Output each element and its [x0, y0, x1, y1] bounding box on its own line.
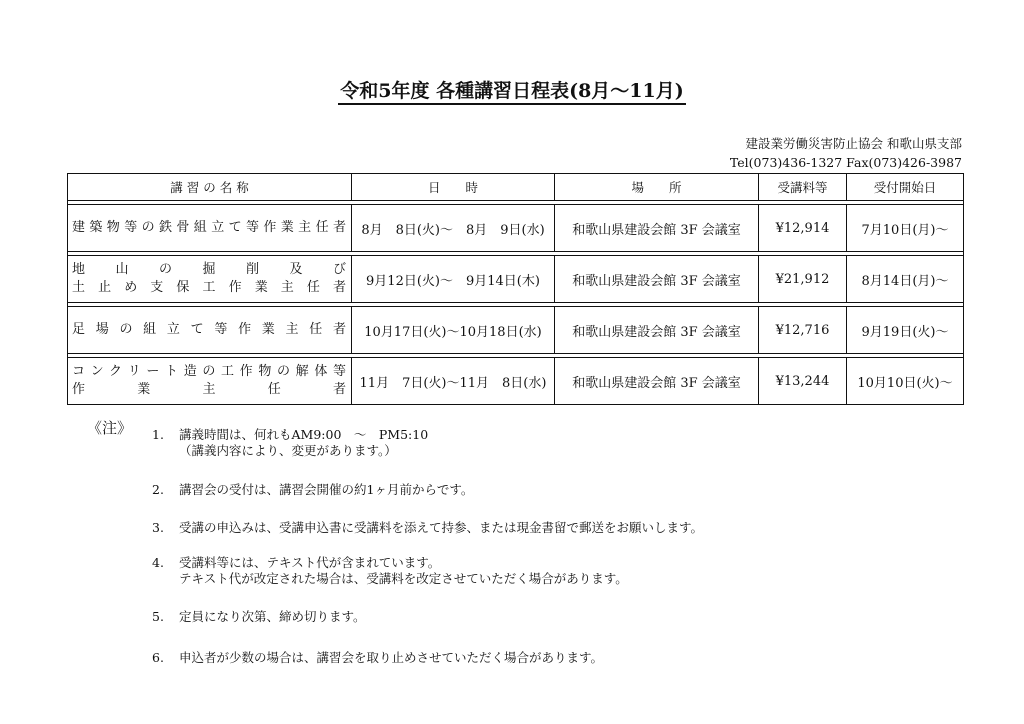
course-name: コンクリート造の工作物の解体等 作 業 主 任 者	[68, 358, 352, 405]
course-start: 10月10日(火)～	[847, 358, 964, 405]
course-place: 和歌山県建設会館 3F 会議室	[555, 307, 759, 354]
organization-contact: Tel(073)436-1327 Fax(073)426-3987	[729, 155, 962, 170]
note-item	[152, 520, 703, 536]
note-text: 定員になり次第、締め切ります。	[179, 609, 366, 624]
course-start: 7月10日(月)～	[847, 205, 964, 252]
course-place: 和歌山県建設会館 3F 会議室	[555, 205, 759, 252]
note-text: 講義時間は、何れもAM9:00 ～ PM5:10 （講義内容により、変更があります。）	[179, 427, 429, 458]
organization-block	[730, 134, 962, 172]
course-fee: ¥12,914	[759, 205, 847, 252]
course-fee: ¥13,244	[759, 358, 847, 405]
course-fee: ¥12,716	[759, 307, 847, 354]
note-text: 申込者が少数の場合は、講習会を取り止めさせていただく場合があります。	[179, 650, 604, 665]
note-number: 5.	[152, 609, 164, 624]
course-start: 8月14日(月)～	[847, 256, 964, 303]
header-fee: 受講料等	[759, 174, 847, 201]
course-start: 9月19日(火)～	[847, 307, 964, 354]
note-item	[152, 482, 473, 498]
table-row	[68, 358, 964, 405]
table-row	[68, 307, 964, 354]
note-number: 2.	[152, 482, 164, 497]
table-row	[68, 256, 964, 303]
course-date: 9月12日(火)～ 9月14日(木)	[352, 256, 555, 303]
header-date: 日 時	[352, 174, 555, 201]
schedule-table	[67, 173, 964, 405]
course-name: 足 場 の 組 立 て 等 作 業 主 任 者	[68, 307, 352, 354]
course-place: 和歌山県建設会館 3F 会議室	[555, 256, 759, 303]
course-name: 地 山 の 掘 削 及 び 土 止 め 支 保 工 作 業 主 任 者	[68, 256, 352, 303]
note-item	[152, 650, 603, 666]
course-name: 建築物等の鉄骨組立て等作業主任者	[68, 205, 352, 252]
note-text: 受講の申込みは、受講申込書に受講料を添えて持参、または現金書留で郵送をお願いします。	[179, 520, 704, 535]
note-item	[152, 427, 428, 459]
organization-name: 建設業労働災害防止協会 和歌山県支部	[745, 136, 962, 151]
table-header-row	[68, 174, 964, 201]
note-number: 4.	[152, 555, 164, 570]
header-place: 場 所	[555, 174, 759, 201]
note-number: 1.	[152, 427, 164, 442]
note-number: 3.	[152, 520, 164, 535]
note-text: 講習会の受付は、講習会開催の約1ヶ月前からです。	[179, 482, 474, 497]
course-date: 10月17日(火)～10月18日(水)	[352, 307, 555, 354]
table-row	[68, 205, 964, 252]
note-text: 受講料等には、テキスト代が含まれています。 テキスト代が改定された場合は、受講料を改定させていただく場合があります。	[179, 555, 628, 586]
course-date: 11月 7日(火)～11月 8日(水)	[352, 358, 555, 405]
note-item	[152, 609, 366, 625]
header-name: 講 習 の 名 称	[68, 174, 352, 201]
page-title: 令和5年度 各種講習日程表(8月～11月)	[0, 76, 1024, 103]
notes-label: 《注》	[87, 419, 133, 437]
course-place: 和歌山県建設会館 3F 会議室	[555, 358, 759, 405]
note-number: 6.	[152, 650, 164, 665]
header-start: 受付開始日	[847, 174, 964, 201]
note-item	[152, 555, 628, 587]
course-date: 8月 8日(火)～ 8月 9日(水)	[352, 205, 555, 252]
course-fee: ¥21,912	[759, 256, 847, 303]
